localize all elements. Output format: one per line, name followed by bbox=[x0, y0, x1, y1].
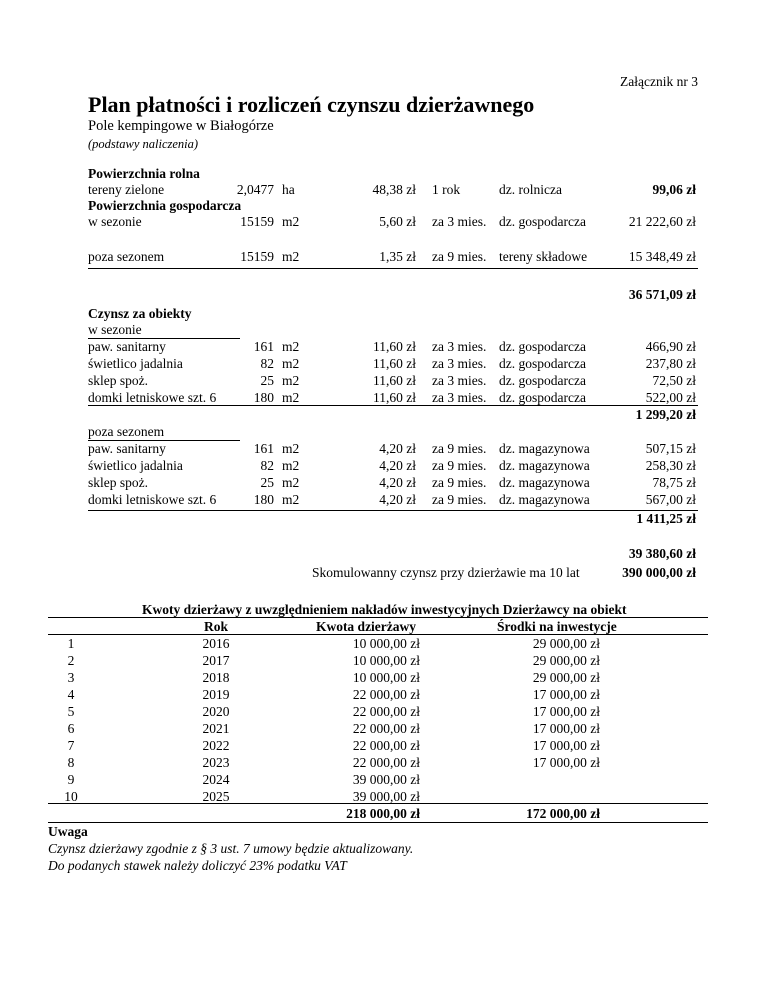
row-year: 2020 bbox=[202, 704, 230, 719]
attachment-label: Załącznik nr 3 bbox=[620, 74, 698, 89]
row-period: 1 rok bbox=[432, 182, 461, 197]
row-invest: 17 000,00 zł bbox=[532, 738, 600, 753]
row-type: tereny składowe bbox=[499, 249, 588, 264]
cumulative-total: 390 000,00 zł bbox=[622, 565, 696, 580]
row-unit: m2 bbox=[282, 356, 300, 371]
subtitle: Pole kempingowe w Białogórze bbox=[88, 118, 274, 134]
row-rate: 11,60 zł bbox=[373, 339, 416, 354]
objects-header: Czynsz za obiekty bbox=[88, 306, 192, 321]
row-unit: m2 bbox=[282, 249, 300, 264]
notes-line-2: Do podanych stawek należy doliczyć 23% podatku VAT bbox=[48, 858, 347, 873]
land-total: 36 571,09 zł bbox=[628, 287, 696, 302]
row-amount: 78,75 zł bbox=[652, 475, 696, 490]
investment-total-invest: 172 000,00 zł bbox=[526, 806, 600, 821]
row-number: 10 bbox=[64, 789, 78, 804]
row-type: dz. gospodarcza bbox=[499, 390, 586, 405]
row-number: 5 bbox=[67, 704, 75, 719]
row-rate: 11,60 zł bbox=[373, 373, 416, 388]
row-number: 2 bbox=[67, 653, 75, 668]
row-rate: 4,20 zł bbox=[379, 492, 416, 507]
row-amount: 22 000,00 zł bbox=[352, 721, 420, 736]
row-name: w sezonie bbox=[88, 214, 142, 229]
row-amount: 22 000,00 zł bbox=[352, 704, 420, 719]
row-rate: 11,60 zł bbox=[373, 390, 416, 405]
row-period: za 3 mies. bbox=[432, 214, 487, 229]
row-name: domki letniskowe szt. 6 bbox=[88, 492, 217, 507]
row-amount: 522,00 zł bbox=[645, 390, 696, 405]
row-area: 2,0477 bbox=[236, 182, 274, 197]
row-amount: 237,80 zł bbox=[645, 356, 696, 371]
basis-note: (podstawy naliczenia) bbox=[88, 137, 199, 151]
row-year: 2023 bbox=[202, 755, 230, 770]
objects-season-total: 1 299,20 zł bbox=[635, 407, 696, 422]
row-unit: ha bbox=[282, 182, 295, 197]
row-amount: 507,15 zł bbox=[645, 441, 696, 456]
row-number: 9 bbox=[67, 772, 75, 787]
row-unit: m2 bbox=[282, 475, 300, 490]
row-rate: 4,20 zł bbox=[379, 458, 416, 473]
row-name: tereny zielone bbox=[88, 182, 165, 197]
row-type: dz. magazynowa bbox=[499, 458, 590, 473]
row-period: za 9 mies. bbox=[432, 441, 487, 456]
col-year-header: Rok bbox=[203, 619, 228, 634]
row-amount: 567,00 zł bbox=[645, 492, 696, 507]
row-period: za 3 mies. bbox=[432, 390, 487, 405]
row-area: 15159 bbox=[240, 214, 274, 229]
row-type: dz. rolnicza bbox=[499, 182, 562, 197]
row-invest: 17 000,00 zł bbox=[532, 687, 600, 702]
row-unit: m2 bbox=[282, 390, 300, 405]
divider-land bbox=[88, 268, 698, 269]
row-period: za 9 mies. bbox=[432, 458, 487, 473]
notes-line-1: Czynsz dzierżawy zgodnie z § 3 ust. 7 umowy będzie aktualizowany. bbox=[48, 841, 414, 856]
row-year: 2016 bbox=[202, 636, 230, 651]
cumulative-label: Skomulowanny czynsz przy dzierżawie ma 10 lat bbox=[312, 565, 580, 580]
row-name: świetlico jadalnia bbox=[88, 458, 183, 473]
row-year: 2021 bbox=[202, 721, 230, 736]
page-title: Plan płatności i rozliczeń czynszu dzierżawnego bbox=[88, 92, 535, 117]
row-number: 3 bbox=[67, 670, 75, 685]
row-amount: 10 000,00 zł bbox=[352, 653, 420, 668]
row-name: świetlico jadalnia bbox=[88, 356, 183, 371]
divider-investment-title bbox=[48, 617, 708, 618]
row-area: 161 bbox=[253, 441, 274, 456]
land-rolna-header: Powierzchnia rolna bbox=[88, 166, 200, 181]
row-type: dz. gospodarcza bbox=[499, 373, 586, 388]
objects-season-label: w sezonie bbox=[88, 322, 142, 337]
row-number: 4 bbox=[67, 687, 75, 702]
row-unit: m2 bbox=[282, 373, 300, 388]
row-area: 161 bbox=[253, 339, 274, 354]
row-period: za 3 mies. bbox=[432, 356, 487, 371]
row-rate: 5,60 zł bbox=[379, 214, 416, 229]
row-type: dz. magazynowa bbox=[499, 475, 590, 490]
row-area: 82 bbox=[260, 356, 274, 371]
row-amount: 22 000,00 zł bbox=[352, 738, 420, 753]
row-invest: 29 000,00 zł bbox=[532, 636, 600, 651]
row-area: 180 bbox=[253, 492, 274, 507]
row-amount: 10 000,00 zł bbox=[352, 670, 420, 685]
row-amount: 72,50 zł bbox=[652, 373, 696, 388]
row-period: za 3 mies. bbox=[432, 339, 487, 354]
row-rate: 4,20 zł bbox=[379, 441, 416, 456]
investment-title: Kwoty dzierżawy z uwzględnieniem nakładów inwestycyjnych Dzierżawcy na obiekt bbox=[142, 602, 627, 617]
row-period: za 3 mies. bbox=[432, 373, 487, 388]
divider-investment-header bbox=[48, 634, 708, 635]
row-type: dz. gospodarcza bbox=[499, 214, 586, 229]
row-area: 82 bbox=[260, 458, 274, 473]
divider-investment-total bbox=[48, 803, 708, 804]
row-amount: 466,90 zł bbox=[645, 339, 696, 354]
row-number: 6 bbox=[67, 721, 75, 736]
row-unit: m2 bbox=[282, 339, 300, 354]
row-period: za 9 mies. bbox=[432, 492, 487, 507]
row-rate: 4,20 zł bbox=[379, 475, 416, 490]
row-amount: 39 000,00 zł bbox=[352, 772, 420, 787]
objects-off-total: 1 411,25 zł bbox=[636, 511, 696, 526]
row-invest: 17 000,00 zł bbox=[532, 721, 600, 736]
row-year: 2017 bbox=[202, 653, 230, 668]
row-rate: 48,38 zł bbox=[372, 182, 416, 197]
row-invest: 17 000,00 zł bbox=[532, 704, 600, 719]
row-name: sklep spoż. bbox=[88, 475, 148, 490]
col-amount-header: Kwota dzierżawy bbox=[315, 619, 417, 634]
row-type: dz. gospodarcza bbox=[499, 339, 586, 354]
divider-investment-bottom bbox=[48, 822, 708, 823]
row-amount: 22 000,00 zł bbox=[352, 755, 420, 770]
row-name: poza sezonem bbox=[88, 249, 165, 264]
investment-total-amount: 218 000,00 zł bbox=[346, 806, 420, 821]
col-invest-header: Środki na inwestycje bbox=[497, 619, 617, 634]
objects-off-label: poza sezonem bbox=[88, 424, 165, 439]
row-period: za 9 mies. bbox=[432, 249, 487, 264]
row-amount: 99,06 zł bbox=[652, 182, 696, 197]
row-name: paw. sanitarny bbox=[88, 339, 166, 354]
row-area: 180 bbox=[253, 390, 274, 405]
row-amount: 10 000,00 zł bbox=[352, 636, 420, 651]
annual-total: 39 380,60 zł bbox=[628, 546, 696, 561]
row-year: 2018 bbox=[202, 670, 230, 685]
row-period: za 9 mies. bbox=[432, 475, 487, 490]
divider-season-total bbox=[88, 405, 698, 406]
row-number: 7 bbox=[67, 738, 75, 753]
row-name: sklep spoż. bbox=[88, 373, 148, 388]
row-year: 2022 bbox=[202, 738, 230, 753]
row-area: 25 bbox=[260, 475, 274, 490]
row-amount: 15 348,49 zł bbox=[628, 249, 696, 264]
notes-header: Uwaga bbox=[48, 824, 88, 839]
row-type: dz. magazynowa bbox=[499, 492, 590, 507]
land-gosp-header: Powierzchnia gospodarcza bbox=[88, 198, 242, 213]
row-year: 2025 bbox=[202, 789, 230, 804]
row-amount: 21 222,60 zł bbox=[628, 214, 696, 229]
row-area: 15159 bbox=[240, 249, 274, 264]
row-invest: 29 000,00 zł bbox=[532, 653, 600, 668]
row-unit: m2 bbox=[282, 492, 300, 507]
row-unit: m2 bbox=[282, 441, 300, 456]
row-amount: 22 000,00 zł bbox=[352, 687, 420, 702]
row-rate: 1,35 zł bbox=[379, 249, 416, 264]
row-name: paw. sanitarny bbox=[88, 441, 166, 456]
row-year: 2024 bbox=[202, 772, 230, 787]
row-year: 2019 bbox=[202, 687, 230, 702]
row-area: 25 bbox=[260, 373, 274, 388]
row-rate: 11,60 zł bbox=[373, 356, 416, 371]
row-type: dz. gospodarcza bbox=[499, 356, 586, 371]
row-name: domki letniskowe szt. 6 bbox=[88, 390, 217, 405]
row-invest: 29 000,00 zł bbox=[532, 670, 600, 685]
row-invest: 17 000,00 zł bbox=[532, 755, 600, 770]
row-number: 1 bbox=[67, 636, 75, 651]
row-type: dz. magazynowa bbox=[499, 441, 590, 456]
row-amount: 39 000,00 zł bbox=[352, 789, 420, 804]
row-unit: m2 bbox=[282, 458, 300, 473]
row-amount: 258,30 zł bbox=[645, 458, 696, 473]
row-number: 8 bbox=[67, 755, 75, 770]
row-unit: m2 bbox=[282, 214, 300, 229]
